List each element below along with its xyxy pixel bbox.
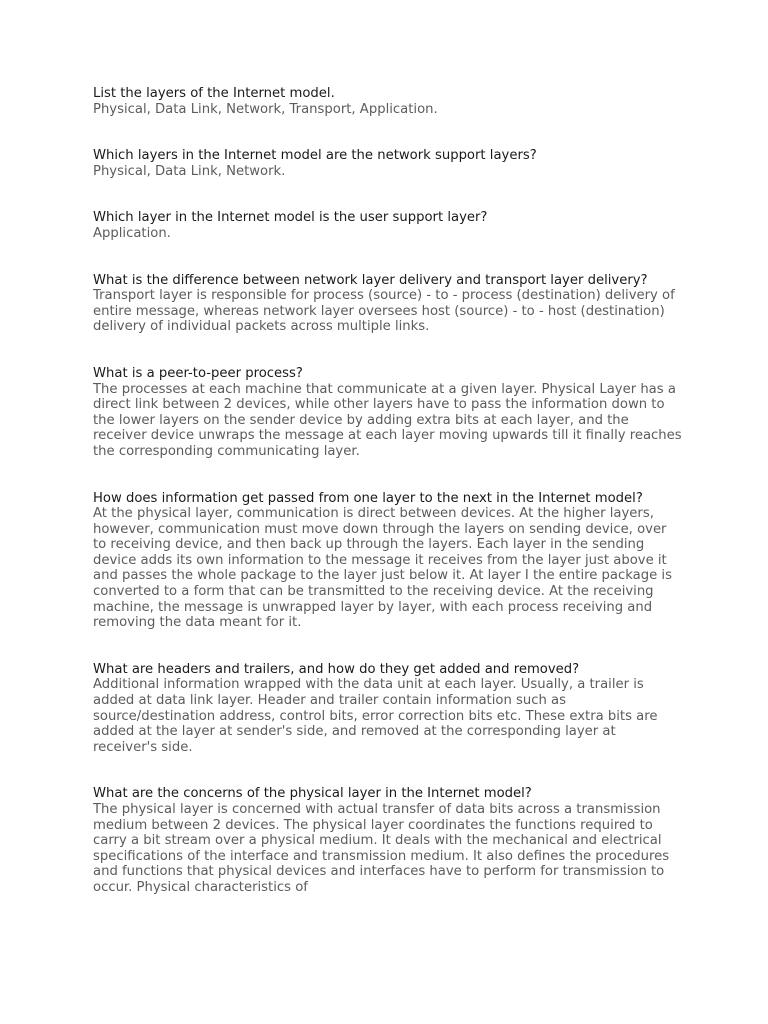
qa-item — [93, 273, 683, 335]
answer-text: Physical, Data Link, Network, Transport, Application. — [93, 101, 438, 117]
answer-text: Additional information wrapped with the data unit at each layer. Usually, a trailer is added at data link layer. Header and trailer contain information such as source/destination address, control bits, error correction bits etc. These extra bits are added at the layer at sender's side, and removed at the corresponding layer at receiver's side. — [93, 677, 658, 755]
answer-text: The processes at each machine that communicate at a given layer. Physical Layer has a direct link between 2 devices, while other layers have to pass the information down to the lower layers on the sender device by adding extra bits at each layer, and the receiver device unwraps the message at each layer moving upwards till it finally reaches the corresponding communicating layer. — [93, 381, 682, 459]
answer-text: At the physical layer, communication is direct between devices. At the higher layers, however, communication must move down through the layers on sending device, over to receiving device, and then back up through the layers. Each layer in the sending device adds its own information to the message it receives from the layer just above it and passes the whole package to the layer just below it. At layer I the entire package is converted to a form that can be transmitted to the receiving device. At the receiving machine, the message is unwrapped layer by layer, with each process receiving and removing the data meant for it. — [93, 506, 672, 631]
qa-item — [93, 366, 683, 460]
answer-text: Transport layer is responsible for process (source) - to - process (destination) delivery of entire message, whereas network layer oversees host (source) - to - host (destination) delivery of individual packets across multiple links. — [93, 288, 675, 335]
document-page — [93, 86, 683, 896]
answer-text: Physical, Data Link, Network. — [93, 163, 286, 179]
question-text: How does information get passed from one layer to the next in the Internet model? — [93, 490, 643, 506]
qa-item — [93, 662, 683, 756]
question-text: What are headers and trailers, and how do they get added and removed? — [93, 661, 580, 677]
question-text: List the layers of the Internet model. — [93, 86, 335, 101]
answer-text: The physical layer is concerned with actual transfer of data bits across a transmission medium between 2 devices. The physical layer coordinates the functions required to carry a bit stream over a physical medium. It deals with the mechanical and electrical specifications of the interface and transmission medium. It also defines the procedures and functions that physical devices and interfaces have to perform for transmission to occur. Physical characteristics of — [93, 802, 670, 895]
qa-item — [93, 786, 683, 895]
question-text: Which layers in the Internet model are the network support layers? — [93, 148, 537, 164]
question-text: What are the concerns of the physical layer in the Internet model? — [93, 786, 532, 802]
question-text: What is the difference between network layer delivery and transport layer delivery? — [93, 272, 648, 288]
question-text: Which layer in the Internet model is the user support layer? — [93, 210, 488, 226]
qa-item — [93, 210, 683, 241]
answer-text: Application. — [93, 225, 171, 241]
qa-item — [93, 86, 683, 117]
question-text: What is a peer-to-peer process? — [93, 365, 303, 381]
qa-item — [93, 148, 683, 179]
qa-item — [93, 491, 683, 631]
